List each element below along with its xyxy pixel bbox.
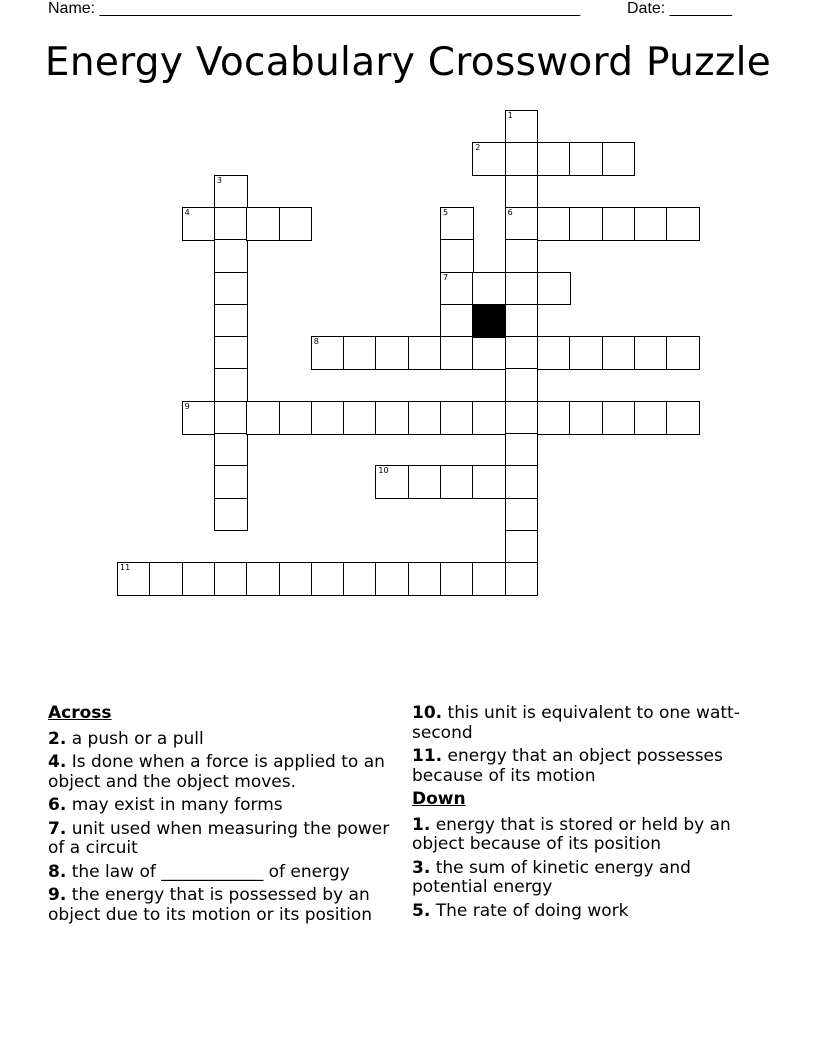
grid-cell[interactable] bbox=[569, 207, 603, 241]
clue-number-11: 11 bbox=[120, 563, 131, 573]
grid-cell[interactable] bbox=[569, 401, 603, 435]
grid-cell[interactable] bbox=[279, 562, 313, 596]
grid-cell[interactable] bbox=[440, 336, 474, 370]
blocked-cell bbox=[472, 304, 506, 338]
grid-cell[interactable] bbox=[505, 368, 539, 402]
grid-cell[interactable] bbox=[375, 562, 409, 596]
clue-across-6: 6. may exist in many forms bbox=[48, 795, 283, 815]
clue-number-1: 1 bbox=[507, 111, 513, 120]
grid-cell[interactable] bbox=[505, 304, 539, 338]
grid-cell[interactable] bbox=[214, 207, 248, 241]
grid-cell[interactable] bbox=[505, 465, 539, 499]
clues-right-column bbox=[412, 704, 757, 925]
clue-number-7: 7 bbox=[443, 272, 449, 282]
grid-cell[interactable] bbox=[375, 336, 409, 370]
grid-cell[interactable] bbox=[214, 368, 248, 402]
grid-cell[interactable] bbox=[472, 562, 506, 596]
grid-cell[interactable] bbox=[505, 272, 539, 306]
grid-cell[interactable] bbox=[440, 207, 474, 241]
grid-cell[interactable] bbox=[634, 401, 668, 435]
grid-cell[interactable] bbox=[537, 142, 571, 176]
grid-cell[interactable] bbox=[343, 562, 377, 596]
grid-cell[interactable] bbox=[375, 401, 409, 435]
grid-cell[interactable] bbox=[246, 562, 280, 596]
clue-across-9: 9. the energy that is possessed by an object due to its motion or its position bbox=[48, 885, 373, 925]
grid-cell[interactable] bbox=[246, 207, 280, 241]
grid-cell[interactable] bbox=[472, 465, 506, 499]
grid-cell[interactable] bbox=[505, 530, 539, 564]
name-field-label: Name: ______________________________________________________ bbox=[48, 0, 581, 17]
grid-cell[interactable] bbox=[505, 433, 539, 467]
grid-cell[interactable] bbox=[214, 175, 248, 209]
grid-cell[interactable] bbox=[505, 401, 539, 435]
grid-cell[interactable] bbox=[634, 207, 668, 241]
grid-cell[interactable] bbox=[537, 336, 571, 370]
clue-number-10: 10 bbox=[378, 466, 389, 476]
clue-number-6: 6 bbox=[507, 207, 513, 217]
grid-cell[interactable] bbox=[214, 465, 248, 499]
clue-number-3: 3 bbox=[216, 175, 222, 185]
clue-down-5: 5. The rate of doing work bbox=[412, 900, 629, 921]
clue-number-8: 8 bbox=[313, 337, 319, 347]
grid-cell[interactable] bbox=[149, 562, 183, 596]
grid-cell[interactable] bbox=[505, 110, 539, 144]
grid-cell[interactable] bbox=[569, 142, 603, 176]
clues-left-column bbox=[48, 704, 398, 929]
grid-cell[interactable] bbox=[214, 498, 248, 532]
clue-across-4: 4. Is done when a force is applied to an object and the object moves. bbox=[48, 752, 385, 792]
clue-across-7: 7. unit used when measuring the power of a circuit bbox=[48, 818, 390, 858]
grid-cell[interactable] bbox=[666, 401, 700, 435]
grid-cell[interactable] bbox=[602, 207, 636, 241]
grid-cell[interactable] bbox=[472, 142, 506, 176]
grid-cell[interactable] bbox=[440, 401, 474, 435]
grid-cell[interactable] bbox=[537, 207, 571, 241]
date-field-label: Date: _______ bbox=[627, 0, 732, 17]
grid-cell[interactable] bbox=[279, 401, 313, 435]
grid-cell[interactable] bbox=[602, 142, 636, 176]
grid-cell[interactable] bbox=[311, 336, 345, 370]
grid-cell[interactable] bbox=[505, 175, 539, 209]
down-heading: Down bbox=[412, 789, 466, 809]
grid-cell[interactable] bbox=[666, 207, 700, 241]
page-title: Energy Vocabulary Crossword Puzzle bbox=[44, 40, 772, 85]
grid-cell[interactable] bbox=[214, 272, 248, 306]
grid-cell[interactable] bbox=[537, 401, 571, 435]
grid-cell[interactable] bbox=[246, 401, 280, 435]
clue-across-11: 11. energy that an object possesses because of its motion bbox=[412, 746, 723, 786]
grid-cell[interactable] bbox=[666, 336, 700, 370]
clue-across-8: 8. the law of ____________ of energy bbox=[48, 861, 350, 882]
grid-cell[interactable] bbox=[408, 401, 442, 435]
grid-cell[interactable] bbox=[214, 336, 248, 370]
grid-cell[interactable] bbox=[505, 142, 539, 176]
grid-cell[interactable] bbox=[182, 562, 216, 596]
clue-number-2: 2 bbox=[475, 143, 481, 153]
grid-cell[interactable] bbox=[505, 498, 539, 532]
grid-cell[interactable] bbox=[214, 304, 248, 338]
grid-cell[interactable] bbox=[214, 562, 248, 596]
grid-cell[interactable] bbox=[569, 336, 603, 370]
grid-cell[interactable] bbox=[279, 207, 313, 241]
grid-cell[interactable] bbox=[440, 562, 474, 596]
grid-cell[interactable] bbox=[472, 336, 506, 370]
grid-cell[interactable] bbox=[311, 562, 345, 596]
grid-cell[interactable] bbox=[472, 272, 506, 306]
grid-cell[interactable] bbox=[440, 272, 474, 306]
grid-cell[interactable] bbox=[408, 336, 442, 370]
clue-down-1: 1. energy that is stored or held by an object because of its position bbox=[412, 814, 731, 854]
grid-cell[interactable] bbox=[375, 465, 409, 499]
grid-cell[interactable] bbox=[440, 304, 474, 338]
clue-across-10: 10. this unit is equivalent to one watt-second bbox=[412, 703, 740, 743]
grid-cell[interactable] bbox=[505, 562, 539, 596]
grid-cell[interactable] bbox=[214, 433, 248, 467]
grid-cell[interactable] bbox=[602, 401, 636, 435]
clue-number-4: 4 bbox=[184, 207, 190, 217]
grid-cell[interactable] bbox=[311, 401, 345, 435]
grid-cell[interactable] bbox=[634, 336, 668, 370]
grid-cell[interactable] bbox=[602, 336, 636, 370]
grid-cell[interactable] bbox=[214, 401, 248, 435]
grid-cell[interactable] bbox=[472, 401, 506, 435]
clue-number-9: 9 bbox=[184, 401, 190, 411]
grid-cell[interactable] bbox=[343, 336, 377, 370]
across-heading: Across bbox=[48, 703, 112, 723]
grid-cell[interactable] bbox=[440, 239, 474, 273]
grid-cell[interactable] bbox=[182, 207, 216, 241]
grid-cell[interactable] bbox=[440, 465, 474, 499]
grid-cell[interactable] bbox=[537, 272, 571, 306]
grid-cell[interactable] bbox=[505, 239, 539, 273]
grid-cell[interactable] bbox=[117, 562, 151, 596]
grid-cell[interactable] bbox=[505, 336, 539, 370]
grid-cell[interactable] bbox=[505, 207, 539, 241]
grid-cell[interactable] bbox=[408, 465, 442, 499]
clue-down-3: 3. the sum of kinetic energy and potential energy bbox=[412, 857, 691, 897]
grid-cell[interactable] bbox=[343, 401, 377, 435]
clue-number-5: 5 bbox=[443, 207, 449, 217]
grid-cell[interactable] bbox=[408, 562, 442, 596]
grid-cell[interactable] bbox=[182, 401, 216, 435]
grid-cell[interactable] bbox=[214, 239, 248, 273]
clue-across-2: 2. a push or a pull bbox=[48, 728, 204, 749]
